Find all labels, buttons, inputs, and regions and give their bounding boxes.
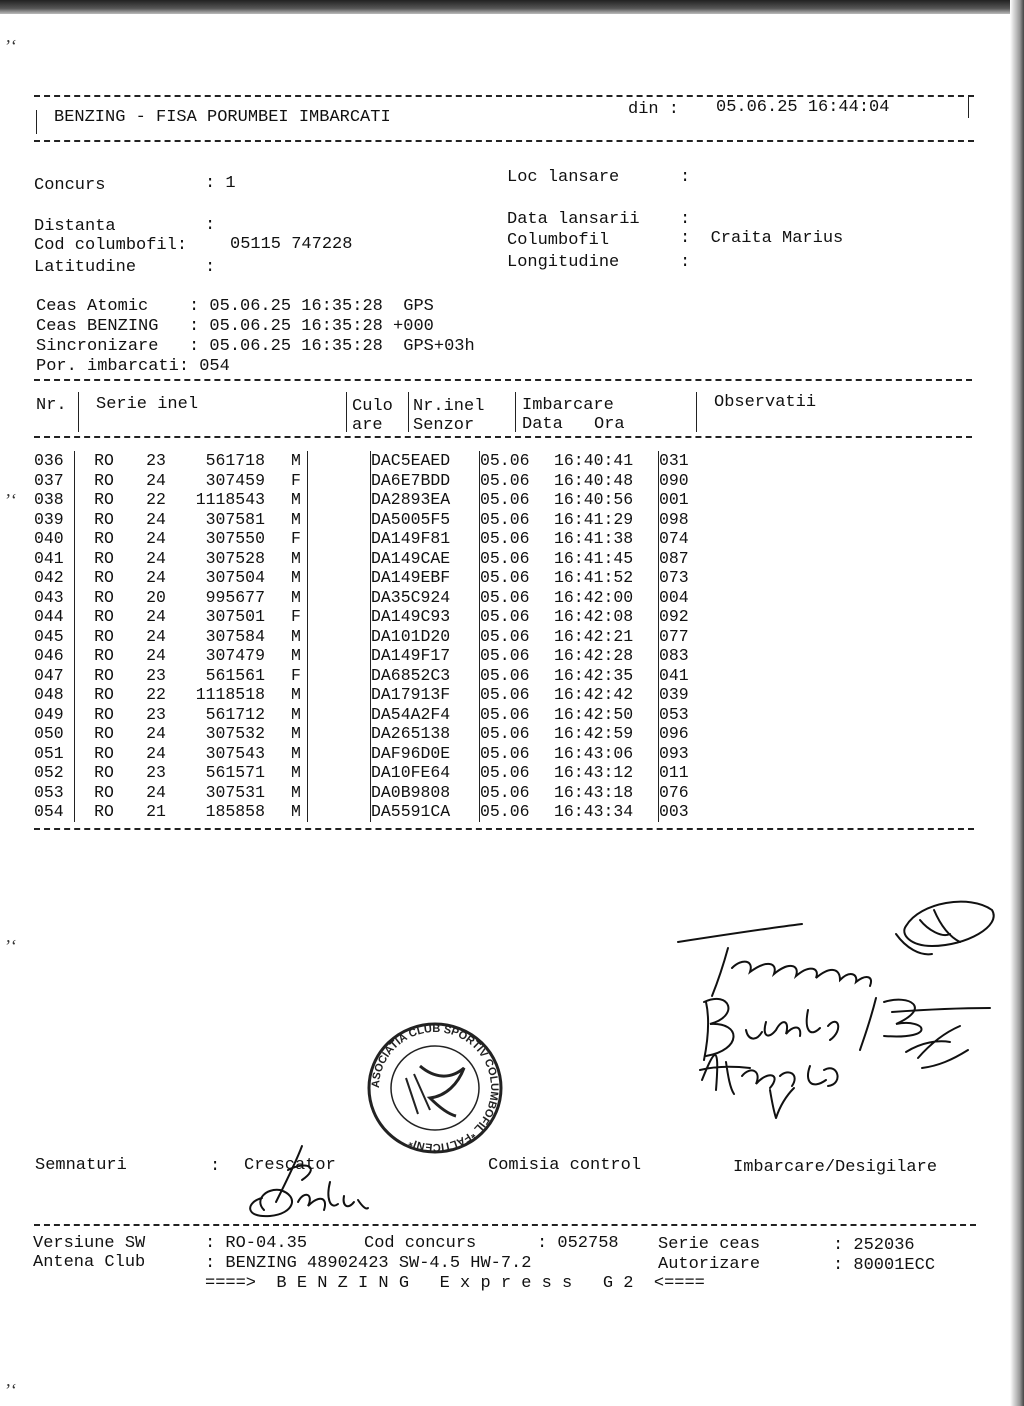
data-lansarii-label: Data lansarii: [507, 210, 640, 229]
col-nr-inel: Nr.inel: [413, 397, 485, 416]
row-date: 05.06: [480, 783, 555, 803]
row-sensor: DA17913F: [371, 685, 480, 705]
table-row: [34, 744, 719, 764]
row-obs: 073: [659, 568, 720, 588]
row-nr: 036: [34, 451, 64, 471]
row-date: 05.06: [480, 724, 555, 744]
divider: [34, 379, 972, 381]
table-row: [34, 802, 719, 822]
row-obs: 076: [659, 783, 720, 803]
crescator-signature: [240, 1140, 370, 1222]
row-sex: M: [291, 782, 301, 802]
serie-ceas-value: : 252036: [833, 1236, 915, 1255]
loc-label: Loc lansare: [507, 168, 620, 187]
row-time: 16:42:08: [554, 607, 634, 627]
divider: [34, 1224, 976, 1226]
row-time: 16:41:29: [554, 509, 634, 529]
porumbei-imbarcati: Por. imbarcati: 054: [36, 357, 230, 376]
row-sex: M: [291, 548, 301, 568]
row-sensor: DA149F81: [371, 529, 480, 549]
row-year: 24: [146, 782, 166, 802]
scan-shadow-top: [0, 0, 1024, 14]
versiune-value: : RO-04.35: [205, 1234, 308, 1253]
row-ring: 561712: [205, 704, 265, 724]
table-row: [34, 529, 719, 549]
data-lansarii-value: :: [680, 210, 691, 229]
row-sensor: DA5005F5: [371, 510, 480, 530]
row-country: RO: [75, 490, 134, 510]
concurs-value: : 1: [205, 174, 236, 193]
col-ora: Ora: [594, 415, 625, 434]
row-country: RO: [75, 529, 134, 549]
row-obs: 074: [659, 529, 720, 549]
row-date: 05.06: [480, 666, 555, 686]
row-obs: 087: [659, 549, 720, 569]
row-country: RO: [75, 588, 134, 608]
row-date: 05.06: [480, 685, 555, 705]
row-color: [308, 783, 371, 803]
row-color: [308, 802, 371, 822]
divider: [78, 392, 79, 432]
row-year: 24: [146, 607, 166, 627]
latitudine-value: :: [205, 258, 216, 277]
row-year: 23: [146, 451, 166, 471]
distanta-value: :: [205, 216, 216, 235]
divider: [515, 392, 516, 432]
row-sex: M: [291, 568, 301, 588]
autorizare-value: : 80001ECC: [833, 1256, 936, 1275]
row-obs: 093: [659, 744, 720, 764]
row-color: [308, 666, 371, 686]
row-nr: 044: [34, 607, 64, 627]
row-obs: 053: [659, 705, 720, 725]
row-color: [308, 529, 371, 549]
row-sensor: DAF96D0E: [371, 744, 480, 764]
concurs-label: Concurs: [34, 176, 106, 195]
row-year: 24: [146, 470, 166, 490]
row-color: [308, 705, 371, 725]
row-time: 16:42:50: [554, 704, 634, 724]
ceas-atomic: Ceas Atomic : 05.06.25 16:35:28 GPS: [36, 297, 434, 316]
col-culoare: Culo: [352, 397, 393, 416]
table-row: [34, 627, 719, 647]
margin-mark: ʼʻ: [4, 936, 16, 956]
row-ring: 307501: [205, 607, 265, 627]
row-ring: 995677: [205, 587, 265, 607]
row-date: 05.06: [480, 529, 555, 549]
cod-concurs-label: Cod concurs: [364, 1234, 477, 1253]
row-year: 23: [146, 665, 166, 685]
row-year: 24: [146, 724, 166, 744]
benzing-banner: ====> B E N Z I N G E x p r e s s G 2 <====: [205, 1274, 705, 1293]
row-nr: 049: [34, 704, 64, 724]
row-country: RO: [75, 510, 134, 530]
row-ring: 307459: [205, 470, 265, 490]
latitudine-label: Latitudine: [34, 258, 137, 277]
row-nr: 038: [34, 490, 64, 510]
row-country: RO: [75, 685, 134, 705]
row-ring: 561571: [205, 763, 265, 783]
row-obs: 001: [659, 490, 720, 510]
row-obs: 003: [659, 802, 720, 822]
row-sensor: DA10FE64: [371, 763, 480, 783]
row-sensor: DA101D20: [371, 627, 480, 647]
row-time: 16:43:18: [554, 782, 634, 802]
row-sensor: DA0B9808: [371, 783, 480, 803]
row-obs: 039: [659, 685, 720, 705]
row-date: 05.06: [480, 607, 555, 627]
table-row: [34, 490, 719, 510]
versiune-label: Versiune SW: [33, 1234, 146, 1253]
longitudine-value: :: [680, 253, 691, 272]
table-row: [34, 724, 719, 744]
row-ring: 307584: [205, 626, 265, 646]
columbofil-value: : Craita Marius: [680, 229, 844, 248]
row-sex: M: [291, 509, 301, 529]
divider: [408, 392, 409, 432]
imbarcare-desigilare-label: Imbarcare/Desigilare: [733, 1158, 938, 1177]
boarded-pigeons-table: [34, 451, 719, 822]
table-row: [34, 705, 719, 725]
divider: [34, 140, 974, 142]
row-sensor: DA6852C3: [371, 666, 480, 686]
row-time: 16:40:48: [554, 470, 634, 490]
row-year: 24: [146, 743, 166, 763]
row-obs: 092: [659, 607, 720, 627]
row-sensor: DA149EBF: [371, 568, 480, 588]
semnaturi-label: Semnaturi: [35, 1156, 127, 1175]
row-nr: 046: [34, 646, 64, 666]
row-time: 16:43:06: [554, 743, 634, 763]
print-datetime: 05.06.25 16:44:04: [716, 98, 890, 117]
row-country: RO: [75, 724, 134, 744]
row-year: 23: [146, 704, 166, 724]
row-country: RO: [75, 802, 134, 822]
date-label: din :: [628, 100, 680, 119]
row-sensor: DA5591CA: [371, 802, 480, 822]
margin-mark: ʼʻ: [4, 490, 16, 510]
cod-columbofil-label: Cod columbofil:: [34, 236, 188, 255]
row-color: [308, 724, 371, 744]
divider: [36, 110, 37, 134]
cod-concurs-value: : 052758: [537, 1234, 619, 1253]
comisia-control-label: Comisia control: [488, 1156, 642, 1175]
row-nr: 048: [34, 685, 64, 705]
col-serie-inel: Serie inel: [96, 395, 199, 414]
table-row: [34, 607, 719, 627]
row-time: 16:42:35: [554, 665, 634, 685]
col-imbarcare: Imbarcare: [522, 396, 614, 415]
row-time: 16:42:42: [554, 685, 634, 705]
row-country: RO: [75, 451, 134, 471]
row-ring: 185858: [205, 802, 265, 822]
row-date: 05.06: [480, 490, 555, 510]
row-nr: 043: [34, 587, 64, 607]
crescator-label: Crescator: [244, 1156, 336, 1175]
row-year: 24: [146, 509, 166, 529]
row-color: [308, 627, 371, 647]
row-color: [308, 744, 371, 764]
row-year: 23: [146, 763, 166, 783]
margin-mark: ʼʻ: [4, 1380, 16, 1400]
row-ring: 307550: [205, 529, 265, 549]
col-nr: Nr.: [36, 396, 67, 415]
row-ring: 307532: [205, 724, 265, 744]
row-ring: 561561: [205, 665, 265, 685]
col-observatii: Observatii: [714, 393, 817, 412]
row-nr: 037: [34, 470, 64, 490]
row-color: [308, 646, 371, 666]
row-obs: 083: [659, 646, 720, 666]
divider: [968, 96, 969, 118]
row-date: 05.06: [480, 744, 555, 764]
row-color: [308, 588, 371, 608]
row-sex: M: [291, 490, 301, 510]
row-date: 05.06: [480, 802, 555, 822]
row-date: 05.06: [480, 627, 555, 647]
row-year: 22: [146, 685, 166, 705]
row-country: RO: [75, 705, 134, 725]
row-nr: 039: [34, 509, 64, 529]
row-time: 16:42:28: [554, 646, 634, 666]
row-ring: 307531: [205, 782, 265, 802]
row-time: 16:41:38: [554, 529, 634, 549]
divider: [34, 436, 972, 438]
row-year: 24: [146, 568, 166, 588]
row-date: 05.06: [480, 705, 555, 725]
document-title: BENZING - FISA PORUMBEI IMBARCATI: [54, 108, 391, 127]
table-row: [34, 646, 719, 666]
row-color: [308, 549, 371, 569]
row-color: [308, 763, 371, 783]
row-country: RO: [75, 471, 134, 491]
row-sensor: DA6E7BDD: [371, 471, 480, 491]
row-sex: M: [291, 743, 301, 763]
row-sensor: DA2893EA: [371, 490, 480, 510]
row-sex: M: [291, 451, 301, 471]
table-row: [34, 451, 719, 471]
row-obs: 011: [659, 763, 720, 783]
table-row: [34, 568, 719, 588]
row-sensor: DA149C93: [371, 607, 480, 627]
row-year: 24: [146, 626, 166, 646]
divider: [34, 95, 974, 97]
row-color: [308, 685, 371, 705]
row-sex: M: [291, 646, 301, 666]
autorizare-label: Autorizare: [658, 1255, 761, 1274]
row-time: 16:41:45: [554, 548, 634, 568]
row-nr: 054: [34, 802, 64, 822]
row-ring: 1118518: [195, 685, 265, 705]
row-sensor: DA54A2F4: [371, 705, 480, 725]
table-row: [34, 783, 719, 803]
row-color: [308, 607, 371, 627]
row-date: 05.06: [480, 549, 555, 569]
row-color: [308, 451, 371, 471]
row-country: RO: [75, 549, 134, 569]
row-color: [308, 510, 371, 530]
row-obs: 098: [659, 510, 720, 530]
row-date: 05.06: [480, 568, 555, 588]
row-year: 24: [146, 548, 166, 568]
longitudine-label: Longitudine: [507, 253, 620, 272]
row-nr: 040: [34, 529, 64, 549]
col-culoare-2: are: [352, 416, 383, 435]
row-year: 24: [146, 646, 166, 666]
row-nr: 052: [34, 763, 64, 783]
row-sensor: DA149CAE: [371, 549, 480, 569]
row-time: 16:43:12: [554, 763, 634, 783]
row-year: 20: [146, 587, 166, 607]
row-sex: F: [291, 470, 301, 490]
divider: [346, 392, 347, 432]
table-row: [34, 685, 719, 705]
antena-label: Antena Club: [33, 1253, 146, 1272]
row-color: [308, 490, 371, 510]
table-row: [34, 471, 719, 491]
row-sex: M: [291, 626, 301, 646]
row-country: RO: [75, 666, 134, 686]
row-sex: F: [291, 665, 301, 685]
row-time: 16:42:59: [554, 724, 634, 744]
col-data: Data: [522, 415, 563, 434]
row-sex: M: [291, 685, 301, 705]
row-time: 16:43:34: [554, 802, 634, 822]
association-stamp: [360, 1018, 510, 1158]
row-country: RO: [75, 568, 134, 588]
row-country: RO: [75, 763, 134, 783]
row-ring: 561718: [205, 451, 265, 471]
row-time: 16:40:41: [554, 451, 634, 471]
stamp-text: ASOCIATIA CLUB SPORTIV COLUMBOFIL *FALTICENI*: [369, 1022, 501, 1154]
margin-mark: ʼʻ: [4, 36, 16, 56]
table-row: [34, 763, 719, 783]
row-nr: 041: [34, 548, 64, 568]
row-date: 05.06: [480, 510, 555, 530]
row-country: RO: [75, 627, 134, 647]
antena-value: : BENZING 48902423 SW-4.5 HW-7.2: [205, 1254, 532, 1273]
table-row: [34, 666, 719, 686]
serie-ceas-label: Serie ceas: [658, 1235, 761, 1254]
row-color: [308, 568, 371, 588]
columbofil-label: Columbofil: [507, 231, 610, 250]
row-nr: 050: [34, 724, 64, 744]
row-nr: 047: [34, 665, 64, 685]
row-sex: M: [291, 802, 301, 822]
row-ring: 307543: [205, 743, 265, 763]
row-obs: 090: [659, 471, 720, 491]
loc-value: :: [680, 168, 691, 187]
row-obs: 077: [659, 627, 720, 647]
ceas-benzing: Ceas BENZING : 05.06.25 16:35:28 +000: [36, 317, 434, 336]
row-sex: F: [291, 607, 301, 627]
row-time: 16:40:56: [554, 490, 634, 510]
row-year: 22: [146, 490, 166, 510]
row-ring: 307504: [205, 568, 265, 588]
row-sensor: DA265138: [371, 724, 480, 744]
row-date: 05.06: [480, 471, 555, 491]
row-year: 24: [146, 529, 166, 549]
semnaturi-colon: :: [210, 1157, 221, 1176]
row-color: [308, 471, 371, 491]
commission-signatures: [670, 890, 1000, 1120]
row-nr: 051: [34, 743, 64, 763]
row-sex: M: [291, 763, 301, 783]
row-nr: 042: [34, 568, 64, 588]
row-obs: 041: [659, 666, 720, 686]
row-nr: 053: [34, 782, 64, 802]
row-ring: 307479: [205, 646, 265, 666]
row-date: 05.06: [480, 763, 555, 783]
row-ring: 307528: [205, 548, 265, 568]
row-time: 16:42:00: [554, 587, 634, 607]
row-sex: M: [291, 587, 301, 607]
row-sensor: DA149F17: [371, 646, 480, 666]
row-sensor: DAC5EAED: [371, 451, 480, 471]
row-country: RO: [75, 783, 134, 803]
row-date: 05.06: [480, 588, 555, 608]
row-ring: 1118543: [195, 490, 265, 510]
divider: [696, 392, 697, 432]
table-row: [34, 588, 719, 608]
row-date: 05.06: [480, 646, 555, 666]
distanta-label: Distanta: [34, 217, 116, 236]
row-nr: 045: [34, 626, 64, 646]
row-ring: 307581: [205, 509, 265, 529]
cod-columbofil-value: 05115 747228: [230, 235, 353, 254]
divider: [34, 828, 974, 830]
row-sensor: DA35C924: [371, 588, 480, 608]
row-sex: M: [291, 724, 301, 744]
row-time: 16:41:52: [554, 568, 634, 588]
sincronizare: Sincronizare : 05.06.25 16:35:28 GPS+03h: [36, 337, 475, 356]
row-obs: 096: [659, 724, 720, 744]
row-date: 05.06: [480, 451, 555, 471]
row-sex: F: [291, 529, 301, 549]
row-obs: 004: [659, 588, 720, 608]
row-year: 21: [146, 802, 166, 822]
row-country: RO: [75, 646, 134, 666]
row-obs: 031: [659, 451, 720, 471]
row-time: 16:42:21: [554, 626, 634, 646]
row-country: RO: [75, 607, 134, 627]
row-sex: M: [291, 704, 301, 724]
table-row: [34, 510, 719, 530]
scan-shadow-right: [1010, 0, 1024, 1406]
row-country: RO: [75, 744, 134, 764]
table-row: [34, 549, 719, 569]
col-senzor: Senzor: [413, 416, 475, 435]
